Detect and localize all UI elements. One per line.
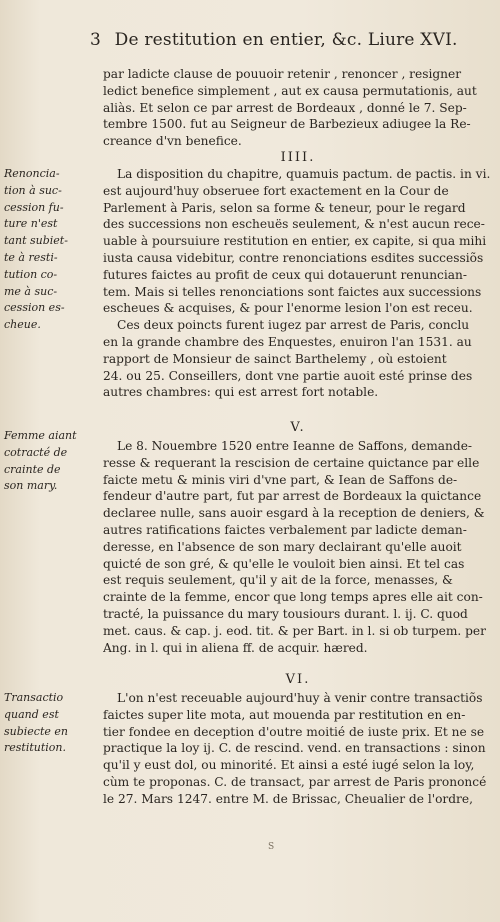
text-line: Ces deux poincts furent iugez par arrest de Paris, conclu [117,318,470,333]
text-line: futures faictes au profit de ceux qui dotauerunt renuncian- [103,267,468,282]
text-line: iusta causa videbitur, contre renonciations esdites successiõs [103,251,484,265]
margin-note-line: son mary. [4,479,58,493]
text-line: met. caus. & cap. j. eod. tit. & per Bart. in l. si ob turpem. per [103,623,486,638]
text-line: aliàs. Et selon ce par arrest de Bordeaux , donné le 7. Sep- [103,100,467,115]
text-line: declaree nulle, sans auoir esgard à la reception de deniers, & [103,506,485,521]
text-line: crainte de la femme, encor que long temps apres elle ait con- [103,590,483,605]
margin-note-line: crainte de [4,462,61,476]
text-line: est aujourd'huy obseruee fort exactement en la Cour de [103,183,449,198]
text-line: deresse, en l'absence de son mary declairant qu'elle auoit [103,539,462,554]
text-line: est requis seulement, qu'il y ait de la force, menasses, & [103,573,453,588]
text-line: en la grande chambre des Enquestes, enuiron l'an 1531. au [103,335,472,349]
margin-note-line: tion à suc- [4,183,62,197]
section-heading-iiii: IIII. [280,150,316,165]
text-line: practique la loy ij. C. de rescind. vend. en transactions : sinon [103,741,486,756]
margin-note-line: tant subiet- [4,234,68,248]
running-header [90,30,490,50]
margin-note-line: me à suc- [4,284,58,298]
page-number: 3 [90,30,102,50]
text-line: qu'il y eust dol, ou minorité. Et ainsi a esté iugé selon la loy, [103,758,475,773]
section-heading-v: V. [290,420,306,435]
margin-note-line: cession es- [4,301,65,315]
text-line: autres ratifications faictes verbalement par ladicte deman- [103,523,467,537]
text-line: rapport de Monsieur de sainct Barthelemy , où estoient [103,351,447,366]
text-line: tembre 1500. fut au Seigneur de Barbezieux adiugee la Re- [103,117,471,132]
text-line: La disposition du chapitre, quamuis pactum. de pactis. in vi. [117,167,491,181]
text-line: escheues & acquises, & pour l'enorme lesion l'on est receu. [103,301,473,316]
running-title: De restitution en entier, &c. Liure XVI. [114,30,458,50]
margin-note-line: Transactio [4,691,64,704]
margin-note-line: restitution. [4,741,66,755]
margin-note-line: cheue. [4,318,41,332]
text-line: Le 8. Nouembre 1520 entre Ieanne de Saffons, demande- [117,439,473,453]
text-line: cùm te proponas. C. de transact, par arrest de Paris prononcé [103,775,487,789]
text-line: L'on n'est receuable aujourd'huy à venir contre transactiõs [117,691,483,705]
text-line: 24. ou 25. Conseillers, dont vne partie auoit esté prinse des [103,368,473,383]
text-line: faictes super lite mota, aut mouenda par restitution en en- [103,707,466,722]
margin-note-line: cession fu- [4,200,64,214]
margin-note-line: Femme aiant [4,429,77,442]
text-line: tem. Mais si telles renonciations sont faictes aux successions [103,284,482,299]
text-line: des successions non escheuës seulement, & n'est aucun rece- [103,217,485,232]
text-line: le 27. Mars 1247. entre M. de Brissac, Cheualier de l'ordre, [103,791,473,806]
folio-mark: S [268,842,275,852]
text-line: tracté, la puissance du mary tousiours durant. l. ij. C. quod [103,607,468,621]
text-line: Parlement à Paris, selon sa forme & teneur, pour le regard [103,200,466,215]
margin-note-line: subiecte en [4,724,68,738]
text-line: ledict benefice simplement , aut ex causa permutationis, aut [103,83,477,98]
text-line: par ladicte clause de pouuoir retenir , renoncer , resigner [103,67,462,81]
margin-note-line: tution co- [4,267,58,281]
margin-note-line: cotracté de [4,445,68,459]
text-line: resse & requerant la rescision de certaine quictance par elle [103,455,480,470]
text-line: quicté de son gré, & qu'elle le vouloit bien ainsi. Et tel cas [103,556,465,571]
text-line: autres chambres: qui est arrest fort notable. [103,385,379,400]
margin-note-line: Renoncia- [4,167,60,180]
text-line: tier fondee en deception d'outre moitié de iuste prix. Et ne se [103,724,485,739]
text-line: uable à poursuiure restitution en entier, ex capite, si qua mihi [103,234,487,249]
text-line: fendeur d'autre part, fut par arrest de Bordeaux la quictance [103,489,482,504]
text-line: Ang. in l. qui in aliena ff. de acquir. hæred. [103,640,368,655]
margin-note-line: quand est [4,707,59,721]
text-line: creance d'vn benefice. [103,134,242,149]
margin-note-line: ture n'est [4,217,58,231]
section-heading-vi: VI. [285,672,311,687]
margin-note-line: te à resti- [4,251,58,264]
text-line: faicte metu & minis viri d'vne part, & Iean de Saffons de- [103,472,458,487]
